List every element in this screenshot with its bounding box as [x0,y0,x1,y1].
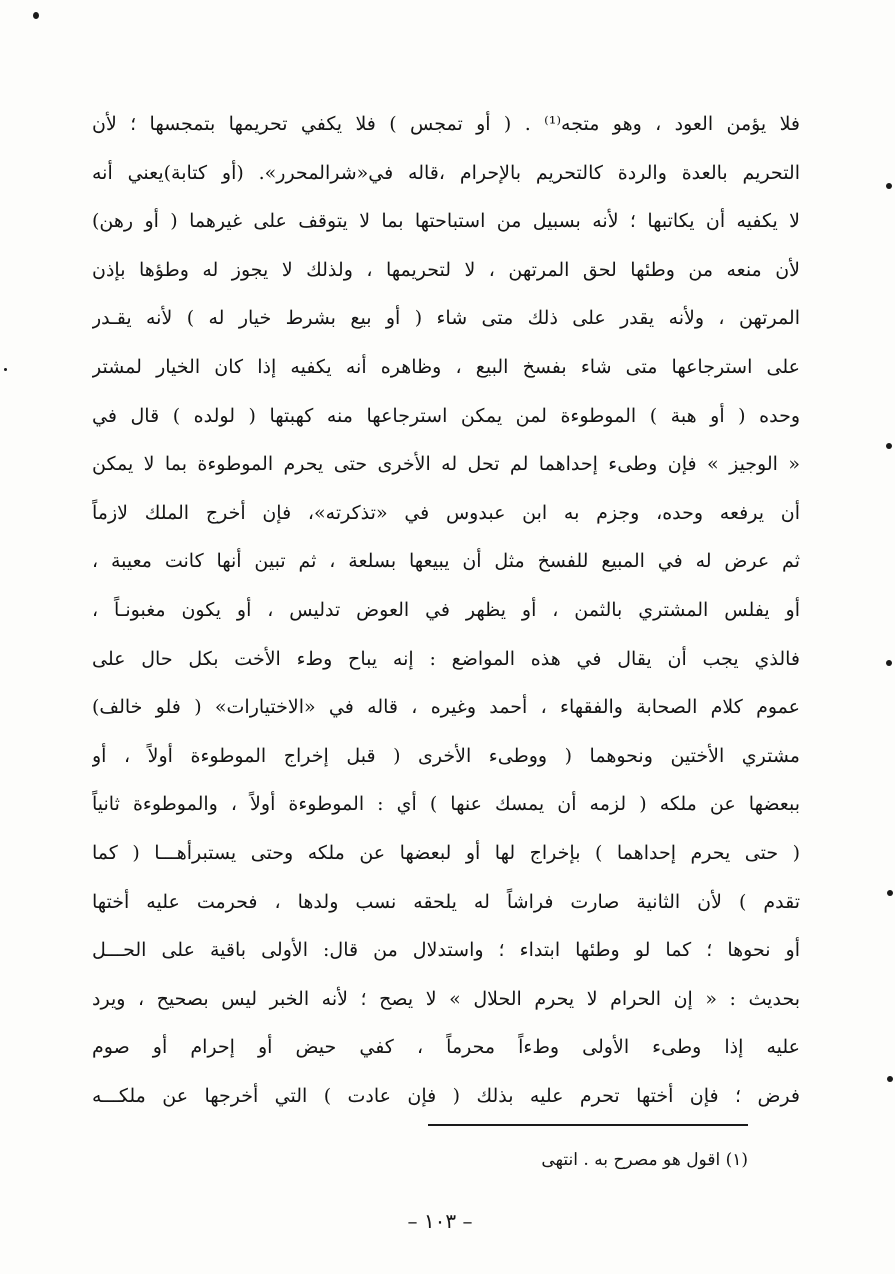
scan-speck [887,890,893,896]
text-line: مشتري الأختين ونحوهما ( ووطىء الأخرى ( قبل إخراج الموطوءة أولاً ، أو [92,744,800,767]
text-line: فرض ؛ فإن أختها تحرم عليه بذلك ( فإن عادت ) التي أخرجها عن ملكـــه [92,1084,800,1107]
text-line: لا يكفيه أن يكاتبها ؛ لأنه بسبيل من استباحتها بما لا يتوقف على غيرهما ( أو رهن) [92,210,800,233]
text-line: أو يفلس المشتري بالثمن ، أو يظهر في العوض تدليس ، أو يكون مغبونـاً ، [92,598,800,621]
text-line: أو نحوها ؛ كما لو وطئها ابتداء ؛ واستدلال من قال: الأولى باقية على الحـــل [92,939,800,962]
text-line: وحده ( أو هبة ) الموطوءة لمن يمكن استرجاعها منه كهبتها ( لولده ) قال في [92,404,800,427]
text-line: بحديث : « إن الحرام لا يحرم الحلال » لا يصح ؛ لأنه الخبر ليس بصحيح ، ويرد [92,987,800,1010]
text-line: التحريم بالعدة والردة كالتحريم بالإحرام ،قاله في«شرالمحرر». (أو كتابة)يعني أنه [92,161,800,184]
scan-speck [886,443,892,449]
footnote-divider [428,1124,748,1126]
text-line: ( حتى يحرم إحداهما ) بإخراج لها أو لبعضها عن ملكه وحتى يستبرأهـــا ( كما [92,841,800,864]
text-line: « الوجيز » فإن وطىء إحداهما لم تحل له الأخرى حتى يحرم الموطوءة بما لا يمكن [92,453,800,476]
text-line: المرتهن ، ولأنه يقدر على ذلك متى شاء ( أو بيع بشرط خيار له ) لأنه يقـدر [92,307,800,330]
scan-speck [33,12,39,19]
scan-speck [886,183,892,189]
main-text [92,100,800,1120]
text-line: فالذي يجب أن يقال في هذه المواضع : إنه يباح وطء الأخت بكل حال على [92,647,800,670]
scan-speck [886,660,892,666]
scan-speck [4,368,7,371]
text-line: فلا يؤمن العود ، وهو متجه⁽¹⁾ . ( أو تمجس ) فلا يكفي تحريمها بتمجسها ؛ لأن [92,113,800,135]
text-line: ثم عرض له في المبيع للفسخ مثل أن يبيعها بسلعة ، ثم تبين أنها كانت معيبة ، [92,550,800,573]
text-line: تقدم ) لأن الثانية صارت فراشاً له يلحقه نسب ولدها ، فحرمت عليه أختها [92,890,800,913]
page-number: – ١٠٣ – [407,1209,473,1233]
text-line: أن يرفعه وحده، وجزم به ابن عبدوس في «تذكرته»، فإن أخرج الملك لازماً [92,501,800,524]
text-line: ببعضها عن ملكه ( لزمه أن يمسك عنها ) أي : الموطوءة أولاً ، والموطوءة ثانياً [92,793,800,816]
footnote: (١) اقول هو مصرح به . انتهى [541,1150,748,1170]
scan-speck [887,1076,893,1082]
text-line: على استرجاعها متى شاء بفسخ البيع ، وظاهره أنه يكفيه إذا كان الخيار لمشتر [92,355,800,378]
text-line: لأن منعه من وطئها لحق المرتهن ، لا لتحريمها ، ولذلك لا يجوز له وطؤها بإذن [92,258,800,281]
text-line: عموم كلام الصحابة والفقهاء ، أحمد وغيره ، قاله في «الاختيارات» ( فلو خالف) [92,696,800,719]
text-line: عليه إذا وطىء الأولى وطءاً محرماً ، كفي حيض أو إحرام أو صوم [92,1036,800,1059]
